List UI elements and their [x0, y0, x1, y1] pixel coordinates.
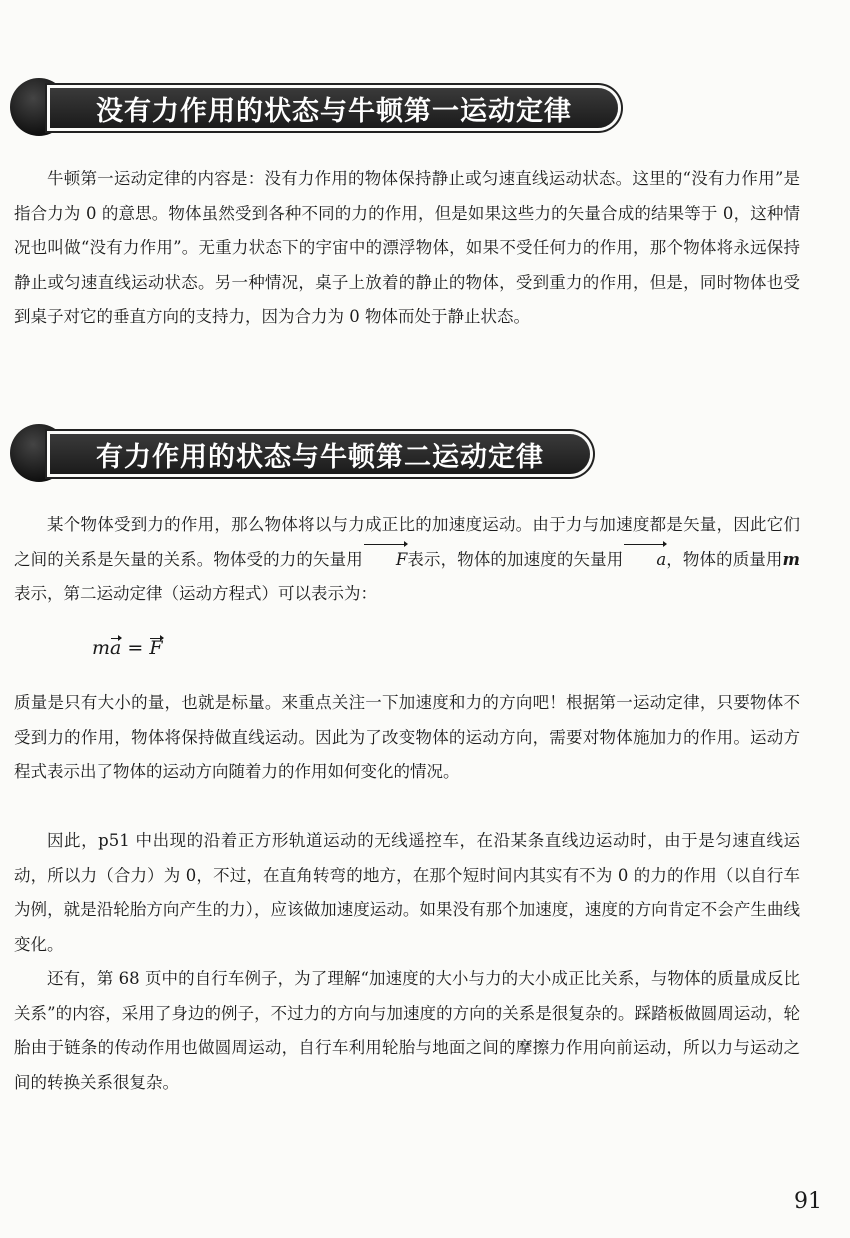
header-banner [50, 88, 618, 128]
intro-text-3: ，物体的质量用 [666, 549, 783, 569]
formula-acceleration: a [110, 637, 122, 659]
mass-symbol: m [782, 549, 801, 569]
intro-text-2: 表示，物体的加速度的矢量用 [407, 549, 624, 569]
section-1-title: 没有力作用的状态与牛顿第一运动定律 [96, 95, 572, 127]
section-2-paragraph-3: 因此，p51 中出现的沿着正方形轨道运动的无线遥控车，在沿某条直线边运动时，由于是匀速直线运动，所以力（合力）为 0，不过，在直角转弯的地方，在那个短时间内其实有不为 0 的力的作用（以自行车为例，就是沿轮胎方向产生的力），应该做加速度运动。如果没有那个加速度，速度的方向肯定不会产生曲线变化。 [14, 831, 800, 954]
vector-f-symbol: F [363, 543, 407, 578]
section-2-intro-paragraph [14, 508, 800, 612]
section-2-paragraph-4: 还有，第 68 页中的自行车例子，为了理解“加速度的大小与力的大小成正比关系，与物体的质量成反比关系”的内容，采用了身边的例子，不过力的方向与加速度的方向的关系是很复杂的。踩踏板做圆周运动，轮胎由于链条的传动作用也做圆周运动，自行车利用轮胎与地面之间的摩擦力作用向前运动，所以力与运动之间的转换关系很复杂。 [14, 969, 800, 1092]
section-2-title: 有力作用的状态与牛顿第二运动定律 [96, 441, 544, 473]
formula-force: F [149, 637, 163, 659]
equation-of-motion [92, 637, 163, 659]
formula-equals: = [121, 637, 150, 659]
section-1-paragraph: 牛顿第一运动定律的内容是：没有力作用的物体保持静止或匀速直线运动状态。这里的“没有力作用”是指合力为 0 的意思。物体虽然受到各种不同的力的作用，但是如果这些力的矢量合成的结果等于 0，这种情况也叫做“没有力作用”。无重力状态下的宇宙中的漂浮物体，如果不受任何力的作用，那个物体将永远保持静止或匀速直线运动状态。另一种情况，桌子上放着的静止的物体，受到重力的作用，但是，同时物体也受到桌子对它的垂直方向的支持力，因为合力为 0 物体而处于静止状态。 [14, 169, 800, 326]
page-number: 91 [794, 1189, 822, 1214]
header-banner [50, 434, 590, 474]
vector-a-symbol: a [623, 543, 666, 578]
intro-text-4: 表示，第二运动定律（运动方程式）可以表示为： [14, 584, 377, 603]
section-1-header [10, 78, 660, 136]
section-2-header [10, 424, 610, 482]
section-2-paragraph-2: 质量是只有大小的量，也就是标量。来重点关注一下加速度和力的方向吧！根据第一运动定律，只要物体不受到力的作用，物体将保持做直线运动。因此为了改变物体的运动方向，需要对物体施加力的作用。运动方程式表示出了物体的运动方向随着力的作用如何变化的情况。 [14, 693, 800, 781]
formula-mass: m [92, 637, 111, 659]
intro-text-1: 某个物体受到力的作用，那么物体将以与力成正比的加速度运动。由于力与加速度都是矢量，因此它们之间的关系是矢量的关系。物体受的力的矢量用 [14, 515, 800, 569]
